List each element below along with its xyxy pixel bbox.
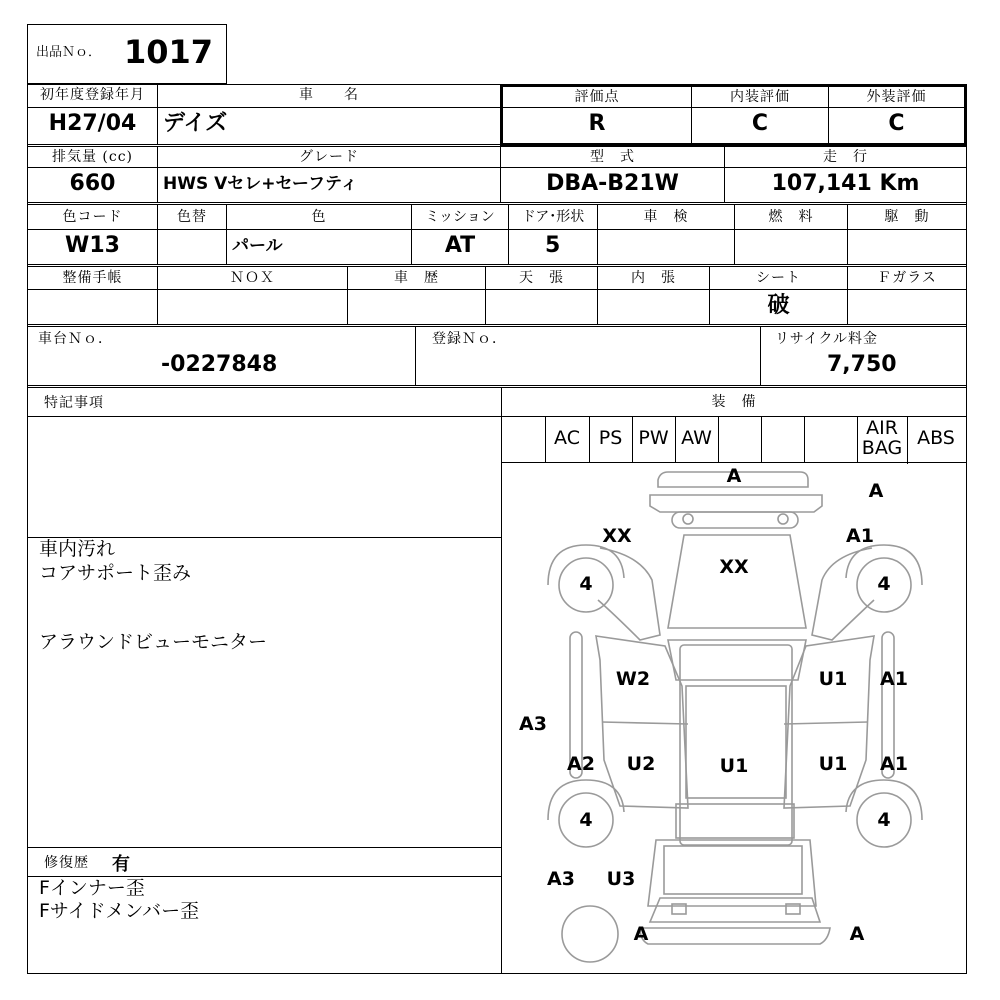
mark-front-right-tire: 4 bbox=[877, 573, 891, 595]
mark-rear-bumper-right: A bbox=[849, 923, 865, 945]
lot-number-value: 1017 bbox=[124, 33, 214, 71]
mark-rear-right-tire: 4 bbox=[877, 809, 891, 831]
displacement-label: 排気量 (cc) bbox=[27, 146, 158, 168]
mark-front-right: A bbox=[868, 480, 884, 502]
remarks-label: 特記事項 bbox=[44, 395, 104, 411]
mileage-value: 107,141 Km bbox=[724, 167, 967, 203]
mark-rear-left-step: A2 bbox=[567, 753, 595, 775]
mark-right-panel-upper: A1 bbox=[880, 668, 908, 690]
inspection-value bbox=[597, 229, 735, 265]
mark-rear-left-tire: 4 bbox=[579, 809, 593, 831]
equipment-pw: PW bbox=[632, 416, 676, 462]
displacement-value: 660 bbox=[27, 167, 158, 203]
repair-history-header bbox=[27, 847, 502, 877]
mark-rear-left-door: U2 bbox=[626, 753, 656, 775]
mark-left-panel: A3 bbox=[519, 713, 547, 735]
lot-number-label: 出品Ｎｏ． bbox=[36, 45, 102, 60]
seat-value: 破 bbox=[709, 289, 848, 325]
drive-value bbox=[847, 229, 967, 265]
mark-front-right-door: U1 bbox=[818, 668, 848, 690]
color-label: 色 bbox=[226, 204, 412, 230]
repaint-value bbox=[157, 229, 227, 265]
seat-label: シート bbox=[709, 266, 848, 290]
grade-value: HWS Vセレ+セーフティ bbox=[157, 167, 501, 203]
model-code-value: DBA-B21W bbox=[500, 167, 725, 203]
mileage-label: 走 行 bbox=[724, 146, 967, 168]
equipment-slot-blank-2 bbox=[718, 416, 762, 462]
maintenance-book-value bbox=[27, 289, 158, 325]
fuel-label: 燃 料 bbox=[734, 204, 848, 230]
remark-note-2: コアサポート歪み bbox=[39, 562, 192, 584]
vehicle-diagram-box bbox=[501, 462, 967, 974]
equipment-slot-blank-3 bbox=[761, 416, 805, 462]
transmission-label: ミッション bbox=[411, 204, 509, 230]
drive-label: 駆 動 bbox=[847, 204, 967, 230]
remarks-box bbox=[27, 416, 502, 538]
equipment-slot-blank-1 bbox=[502, 416, 546, 462]
grade-label: グレード bbox=[157, 146, 501, 168]
lot-number-box bbox=[27, 24, 227, 84]
registration-number-cell bbox=[415, 326, 761, 386]
mark-rear-bumper-left: A bbox=[633, 923, 649, 945]
model-code-label: 型 式 bbox=[500, 146, 725, 168]
chassis-number-value: -0227848 bbox=[161, 352, 278, 377]
maintenance-book-label: 整備手帳 bbox=[27, 266, 158, 290]
nox-label: ＮＯＸ bbox=[157, 266, 348, 290]
mark-roof: U1 bbox=[719, 755, 749, 777]
inner-panel-value bbox=[597, 289, 710, 325]
interior-score-label: 内装評価 bbox=[691, 86, 829, 108]
fuel-value bbox=[734, 229, 848, 265]
exterior-score-label: 外装評価 bbox=[828, 86, 965, 108]
mark-front-bumper: A bbox=[726, 465, 742, 487]
mark-front-left-fender: XX bbox=[602, 525, 632, 547]
mark-rear-left: U3 bbox=[606, 868, 636, 890]
mark-front-left-door: W2 bbox=[615, 668, 651, 690]
equipment-aw: AW bbox=[675, 416, 719, 462]
inspection-label: 車 検 bbox=[597, 204, 735, 230]
equipment-ac: AC bbox=[545, 416, 590, 462]
mark-right-panel-lower: A1 bbox=[880, 753, 908, 775]
mark-front-left-tire: 4 bbox=[579, 573, 593, 595]
color-code-label: 色コード bbox=[27, 204, 158, 230]
door-shape-value: 5 bbox=[508, 229, 598, 265]
repair-history-value: 有 bbox=[112, 854, 130, 875]
nox-value bbox=[157, 289, 348, 325]
mark-rear-right-door: U1 bbox=[818, 753, 848, 775]
remark-note-3: アラウンドビューモニター bbox=[39, 631, 268, 653]
reg-date-label: 初年度登録年月 bbox=[27, 84, 158, 108]
remark-note-1: 車内汚れ bbox=[39, 538, 116, 560]
chassis-number-cell bbox=[27, 326, 416, 386]
reg-date-value: H27/04 bbox=[27, 107, 158, 145]
inner-panel-label: 内 張 bbox=[597, 266, 710, 290]
color-code-value: W13 bbox=[27, 229, 158, 265]
chassis-number-label: 車台Ｎｏ． bbox=[38, 331, 113, 347]
mark-front-right-fender: A1 bbox=[846, 525, 874, 547]
transmission-value: AT bbox=[411, 229, 509, 265]
repair-history-label: 修復歴 bbox=[44, 855, 89, 871]
score-value: R bbox=[502, 107, 692, 144]
equipment-ps: PS bbox=[589, 416, 633, 462]
exterior-score-value: C bbox=[828, 107, 965, 144]
car-name-label: 車 名 bbox=[157, 84, 501, 108]
car-history-value bbox=[347, 289, 486, 325]
repair-note-2: Fサイドメンバー歪 bbox=[39, 900, 200, 922]
equipment-slot-blank-4 bbox=[804, 416, 858, 462]
equipment-abs: ABS bbox=[917, 427, 955, 449]
recycle-fee-cell bbox=[760, 326, 967, 386]
front-glass-value bbox=[847, 289, 967, 325]
color-value: パール bbox=[226, 229, 412, 265]
score-label: 評価点 bbox=[502, 86, 692, 108]
repair-note-1: Fインナー歪 bbox=[39, 877, 145, 899]
equipment-label: 装 備 bbox=[501, 387, 967, 417]
recycle-fee-value: 7,750 bbox=[827, 352, 897, 377]
car-history-label: 車 歴 bbox=[347, 266, 486, 290]
remarks-header bbox=[27, 387, 502, 417]
registration-number-label: 登録Ｎｏ． bbox=[432, 331, 507, 347]
headliner-label: 天 張 bbox=[485, 266, 598, 290]
repaint-label: 色替 bbox=[157, 204, 227, 230]
recycle-fee-label: リサイクル料金 bbox=[775, 331, 879, 347]
car-name-value: デイズ bbox=[157, 107, 501, 145]
mark-rear-left-quarter: A3 bbox=[547, 868, 575, 890]
front-glass-label: Ｆガラス bbox=[847, 266, 967, 290]
door-shape-label: ドア･形状 bbox=[508, 204, 598, 230]
equipment-airbag: AIR BAG bbox=[857, 416, 908, 464]
headliner-value bbox=[485, 289, 598, 325]
interior-score-value: C bbox=[691, 107, 829, 144]
mark-hood: XX bbox=[719, 556, 749, 578]
